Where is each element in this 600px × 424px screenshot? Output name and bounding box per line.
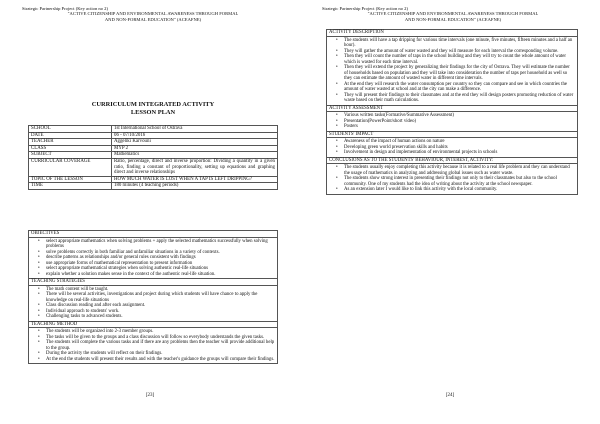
list-item: • The tasks will be given to the groups and a class discussion will follow so everybody understands the given tasks. [46,335,275,341]
list-item: • Challenging tasks to advanced students. [46,314,275,320]
row-value: 180 minutes (4 teaching periods) [112,183,278,190]
row-label: TEACHER [29,139,112,146]
list-item: • select appropriate mathematical strategies when solving authentic real-life situations [46,266,275,272]
row-label: DATE [29,132,112,139]
row-label: SCHOOL [29,126,112,133]
conclusions-list [327,164,577,194]
table-row [29,126,278,133]
conclusions-heading: CONCLUSIONS AS TO THE STUDENTS' BEHAVIOUR, INTEREST, ACTIVITY: [327,157,577,165]
list-item: • Involvement in design and implementation of environmental projects in schools [344,150,575,156]
page-number: [24] [445,393,455,398]
objectives-list [29,238,277,279]
list-item: • As an extension later I would like to link this activity with the local community. [344,187,575,193]
row-value: 1st International School of Ostrava [112,126,278,133]
subtitle-line: LESSON PLAN [130,109,176,117]
header-line-3: AND NON-FORMAL EDUCATION" (ACEAFNE) [104,16,202,22]
activity-list [327,37,577,105]
header-line-2: "ACTIVE CITIZENSHIP AND ENVIRONMENTAL AWARENESS THROUGH FORMAL [67,11,239,17]
list-item: • Then they will count the number of taps in the school building and they will try to count the whole amount of water which is wasted for each time interval. [344,54,575,65]
lesson-info-table [28,125,278,190]
assessment-list [327,112,577,131]
table-row [29,139,278,146]
header-line-2: "ACTIVE CITIZENSHIP AND ENVIRONMENTAL AWARENESS THROUGH FORMAL [367,11,539,17]
row-value: Mathematics [112,152,278,159]
list-item: • There will be several activities, investigations and project during which students will have chance to apply the knowledge on real-life situations [46,292,275,303]
table-row [29,152,278,159]
list-item: • They will present their findings to their classmates and at the end they will design posters promoting reduction of water waste based on their math calculations. [344,93,575,104]
list-item: • During the activity the students will reflect on their findings. [46,351,275,357]
page-number: [23] [145,393,155,398]
right-page [300,0,600,424]
table-row [29,132,278,139]
list-item: • Various written tasks(Formative/Summative Assessment) [344,113,575,119]
document-title [22,101,284,118]
impact-heading: STUDENTS' IMPACT [327,131,577,139]
header-line-1: Strategic Partnership Project (Key action no 2) [22,6,108,11]
list-item: • Awareness of the impact of human actions on nature [344,139,575,145]
table-row [29,145,278,152]
method-list [29,328,277,363]
list-item: • solve problems correctly in both familiar and unfamiliar situations in a variety of contexts. [46,250,275,256]
page-header [322,6,584,22]
table-row [29,158,278,176]
row-label: SUBJECT [29,152,112,159]
list-item: • The students will be organized into 2-3 member groups. [46,329,275,335]
strategies-heading: TEACHING STRATEGIES [29,278,277,286]
list-item: • The students will have a tap dripping for various time intervals (one minute, five minutes, fifteen minutes and a half an hour). [344,38,575,49]
row-value: Ratio, percentage, direct and inverse proportion: Dividing a quantity in a given ratio, finding a constant of proportionality, setting up equations and graphing direct and inverse relationships [112,158,278,176]
list-item: • The math content will be taught. [46,287,275,293]
lesson-details-box [28,230,278,364]
list-item: • The students show strong interest in presenting their findings not only to their classmates but also to the school community. One of my students had the idea of writing about the activity at the school newspaper. [344,176,575,187]
title-line: CURRICULUM INTEGRATED ACTIVITY [91,101,215,108]
table-row [29,176,278,183]
activity-heading: ACTIVITY DESCRIPTION [327,30,577,37]
list-item: • Individual approach to students' work. [46,309,275,315]
impact-list [327,138,577,157]
list-item: • At the end the students will present their results and with the teacher's guidance the groups will compare their findings. [46,357,275,363]
row-label: CURRICULAR COVERAGE [29,158,112,176]
row-value: Aggeliki Karvouni [112,139,278,146]
header-line-3: AND NON-FORMAL EDUCATION" (ACEAFNE) [404,16,502,22]
row-value: 06 - 07/10/2016 [112,132,278,139]
activity-details-box [326,29,578,195]
row-label: TOPIC OF THE LESSON [29,176,112,183]
list-item: • Class discussion reading and after each assignment. [46,303,275,309]
row-value: MYP 2 [112,145,278,152]
list-item: • describe patterns as relationships and/or general rules consistent with findings [46,255,275,261]
assessment-heading: ACTIVITY ASSESSMENT [327,105,577,113]
list-item: • Developing green world preservation skills and habits [344,145,575,151]
table-row [29,183,278,190]
row-label: CLASS [29,145,112,152]
list-item: • use appropriate forms of mathematical representation to present information [46,261,275,267]
list-item: • Posters [344,124,575,130]
list-item: • The students will complete the various tasks and if there are any problems then the teacher will provide additional help to the group. [46,340,275,351]
list-item: • They will gather the amount of water wasted and they will measure for each interval the corresponding volume. [344,49,575,55]
list-item: • Then they will extend the project by generalizing their findings for the city of Ostrava. They will estimate the number of households based on population and they will take into consideration the number of taps per household as well so they can estimate the amount of wasted water in different time intervals. [344,65,575,82]
row-label: TIME [29,183,112,190]
method-heading: TEACHING METHOD [29,321,277,329]
list-item: • The students usually enjoy completing this activity because it is related to a real life problem and they can understand the usage of mathematics in analyzing and addressing global issues such as water waste. [344,165,575,176]
row-value: HOW MUCH WATER IS LOST WHEN A TAP IS LEFT DRIPPING? [112,176,278,183]
list-item: • explain whether a solution makes sense in the context of the authentic real-life situation. [46,272,275,278]
page-header [22,6,284,22]
list-item: • At the end they will research the water consumption per country so they can compare and see in which countries the amount of water wasted at school and at the city can make a difference. [344,82,575,93]
objectives-heading: OBJECTIVES [29,231,277,238]
list-item: • Presentation(PowerPoint/short video) [344,119,575,125]
list-item: • select appropriate mathematics when solving problems + apply the selected mathematics successfully when solving problems [46,239,275,250]
strategies-list [29,286,277,321]
header-line-1: Strategic Partnership Project (Key action no 2) [322,6,408,11]
